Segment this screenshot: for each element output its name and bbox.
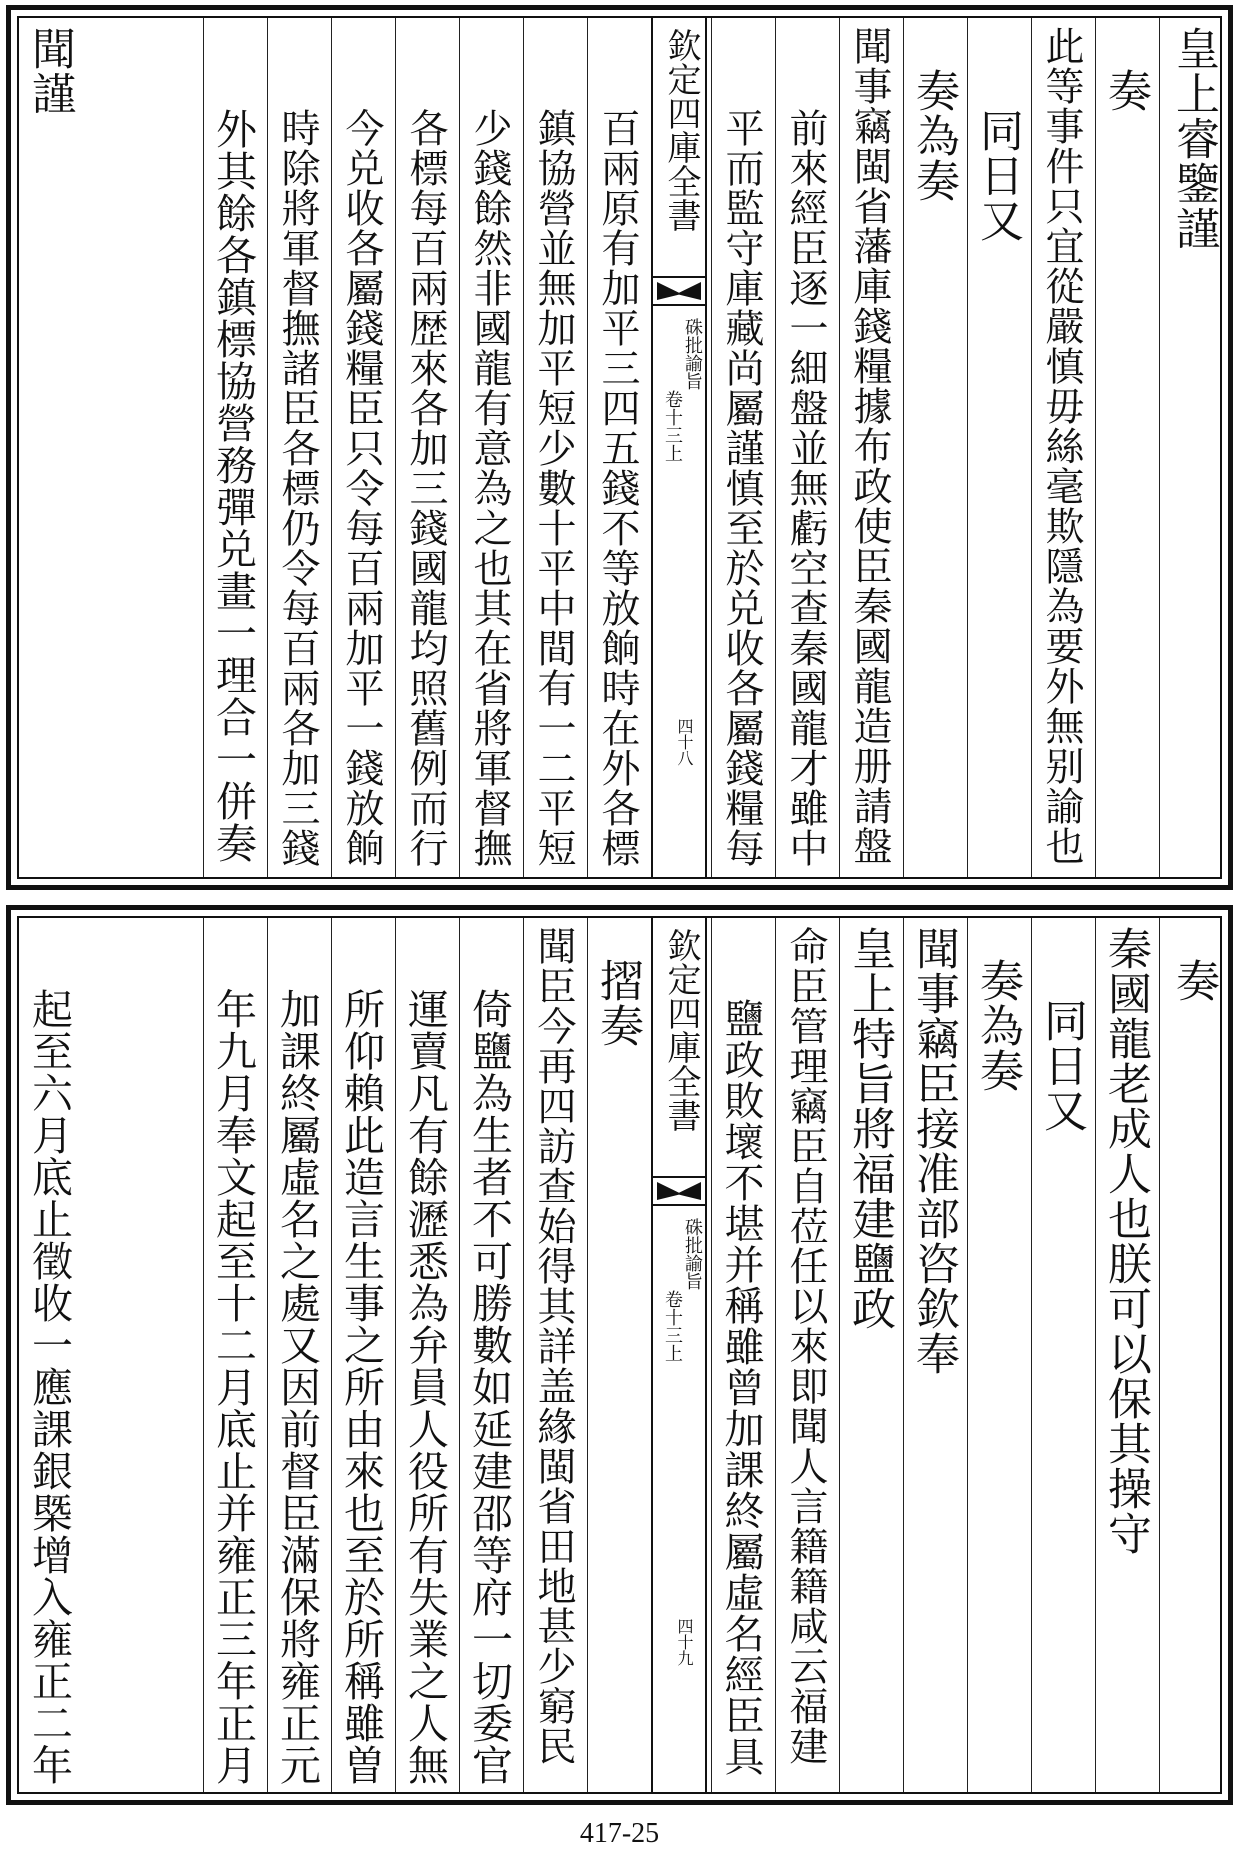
text-column: 起至六月底止徵收一應課銀槩增入雍正二年	[25, 988, 73, 1786]
text-column: 同日又	[972, 108, 1023, 243]
text-column: 所仰賴此造言生事之所由來也至於所稱雖曽	[337, 988, 385, 1786]
top-col-16	[19, 18, 203, 877]
top-col-8	[711, 18, 775, 877]
top-col-4	[967, 18, 1031, 877]
top-col-10	[523, 18, 587, 877]
top-col-1	[1159, 18, 1227, 877]
text-column: 百兩原有加平三四五錢不等放餉時在外各標	[595, 108, 640, 868]
text-column: 年九月奉文起至十二月底止并雍正三年正月	[209, 988, 257, 1786]
text-column: 加課終屬虛名之處又因前督臣滿保將雍正元	[273, 988, 321, 1786]
text-column: 鹽政敗壞不堪并稱雖曾加課終屬虛名經臣具	[718, 998, 764, 1777]
text-column: 各標每百兩歴來各加三錢國龍均照舊例而行	[403, 108, 448, 868]
text-column: 平而監守庫藏尚屬謹慎至於兑收各屬錢糧每	[719, 108, 764, 868]
top-col-2	[1095, 18, 1159, 877]
bottom-page-frame	[17, 916, 1222, 1794]
text-column: 前來經臣逐一細盤並無虧空查秦國龍才雖中	[783, 108, 828, 868]
top-col-14	[267, 18, 331, 877]
text-column: 今兑收各屬錢糧臣只令每百兩加平一錢放餉	[339, 108, 384, 868]
bottom-col-7	[775, 918, 839, 1792]
page-footer-number: 417-25	[579, 1818, 660, 1849]
center-title: 欽定四庫全書	[661, 928, 701, 1132]
text-column: 此等事件只宜從嚴慎毋絲毫欺隱為要外無别諭也	[1039, 26, 1084, 866]
page-number: 四十八	[675, 718, 694, 766]
text-column: 聞事竊臣接准部咨欽奉	[908, 926, 959, 1376]
top-col-9	[587, 18, 651, 877]
bottom-col-2	[1095, 918, 1159, 1792]
bottom-col-6	[839, 918, 903, 1792]
bottom-col-8	[711, 918, 775, 1792]
text-column: 聞事竊閩省藩庫錢糧據布政使臣秦國龍造册請盤	[847, 26, 892, 866]
bottom-col-15	[203, 918, 267, 1792]
text-column: 外其餘各鎮標協營務彈兑畫一理合一併奏	[209, 108, 257, 864]
top-col-6	[839, 18, 903, 877]
text-column: 聞臣今再四訪查始得其詳盖緣閩省田地甚少窮民	[531, 926, 576, 1766]
top-col-12	[395, 18, 459, 877]
text-column: 同日又	[1036, 998, 1087, 1133]
text-column: 奏為奏	[972, 958, 1023, 1093]
bottom-col-5	[903, 918, 967, 1792]
top-page	[6, 5, 1233, 890]
text-column: 奏	[1168, 958, 1219, 1003]
text-column: 皇上特旨將福建鹽政	[844, 926, 895, 1331]
top-page-frame	[17, 16, 1222, 879]
bottom-col-16	[19, 918, 203, 1792]
center-subtitle: 硃批諭旨	[682, 1218, 703, 1290]
fish-tail-ornament	[653, 1176, 705, 1206]
center-title: 欽定四庫全書	[661, 28, 701, 232]
text-column: 聞謹	[24, 26, 75, 116]
fish-tail-ornament	[653, 276, 705, 306]
bottom-col-11	[459, 918, 523, 1792]
text-column: 時除將軍督撫諸臣各標仍令每百兩各加三錢	[275, 108, 320, 868]
text-column: 奏	[1100, 68, 1151, 113]
bottom-col-1	[1159, 918, 1227, 1792]
center-volume: 卷十三上	[662, 1290, 683, 1362]
center-volume: 卷十三上	[662, 390, 683, 462]
text-column: 鎮協營並無加平短少數十平中間有一二平短	[531, 108, 576, 868]
top-col-3	[1031, 18, 1095, 877]
bottom-col-9	[587, 918, 651, 1792]
text-column: 少錢餘然非國龍有意為之也其在省將軍督撫	[467, 108, 512, 868]
top-col-7	[775, 18, 839, 877]
bottom-center-margin	[651, 918, 707, 1792]
bottom-col-13	[331, 918, 395, 1792]
bottom-col-4	[967, 918, 1031, 1792]
top-center-margin	[651, 18, 707, 877]
bottom-page	[6, 905, 1233, 1805]
top-col-5	[903, 18, 967, 877]
bottom-col-10	[523, 918, 587, 1792]
text-column: 奏為奏	[908, 68, 959, 203]
bottom-col-12	[395, 918, 459, 1792]
page-number: 四十九	[675, 1618, 694, 1666]
top-col-11	[459, 18, 523, 877]
center-subtitle: 硃批諭旨	[682, 318, 703, 390]
text-column: 皇上睿鑒謹	[1168, 26, 1219, 251]
text-column: 命臣管理竊臣自莅任以來即聞人言籍籍咸云福建	[783, 926, 828, 1766]
top-col-13	[331, 18, 395, 877]
text-column: 秦國龍老成人也朕可以保其操守	[1100, 926, 1151, 1556]
text-column: 倚鹽為生者不可勝數如延建邵等府一切委官	[465, 988, 513, 1786]
bottom-col-14	[267, 918, 331, 1792]
top-col-15	[203, 18, 267, 877]
bottom-col-3	[1031, 918, 1095, 1792]
text-column: 運賣凡有餘瀝悉為弁員人役所有失業之人無	[401, 988, 449, 1786]
text-column: 摺奏	[592, 958, 643, 1048]
